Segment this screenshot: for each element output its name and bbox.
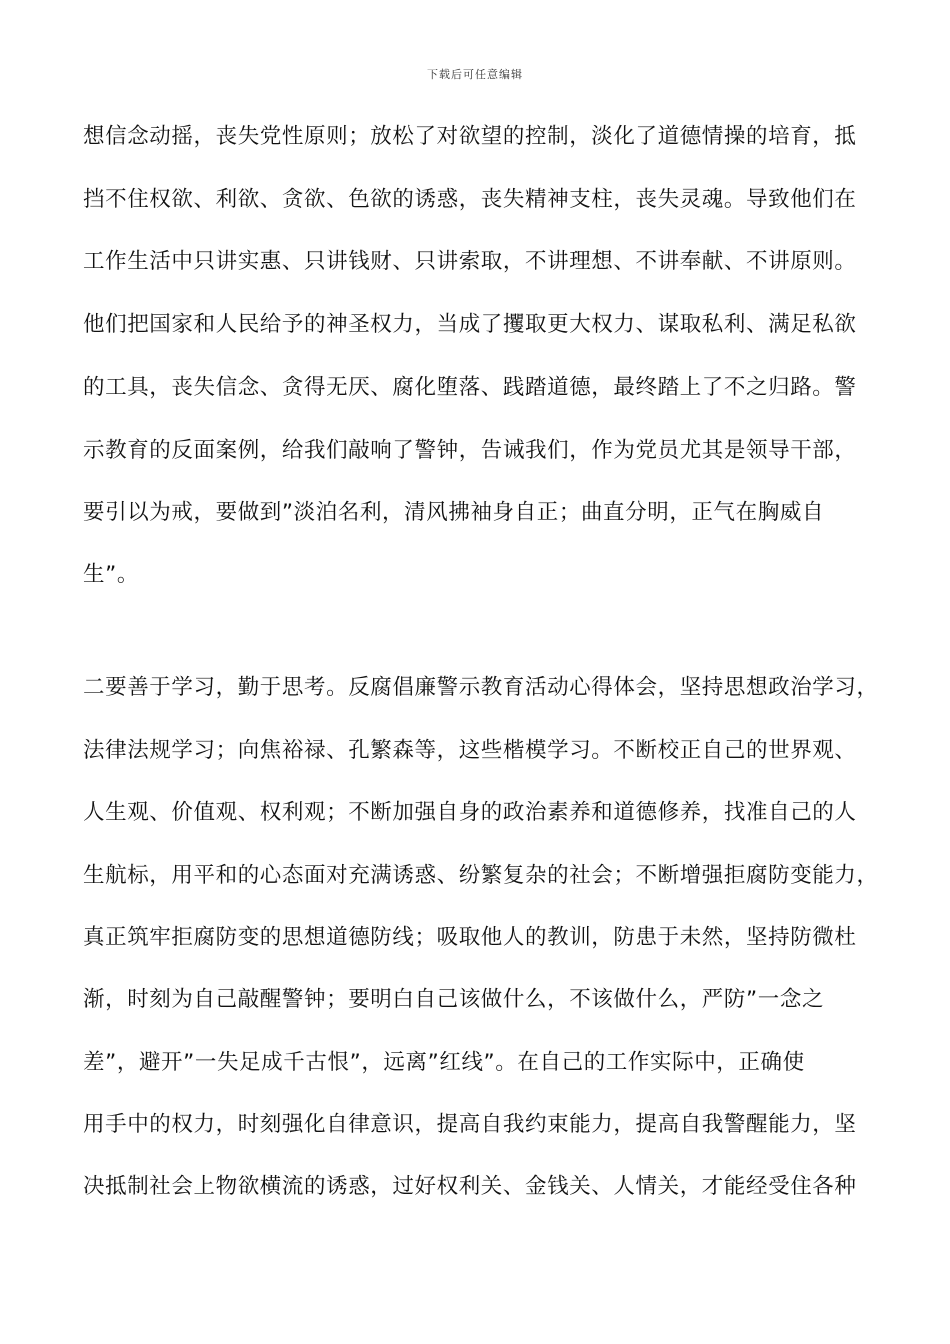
text-line: 法律法规学习；向焦裕禄、孔繁森等，这些楷模学习。不断校正自己的世界观、: [83, 738, 857, 763]
text-line: 二要善于学习，勤于思考。反腐倡廉警示教育活动心得体会，坚持思想政治学习，: [83, 675, 879, 700]
text-line: 渐，时刻为自己敲醒警钟；要明白自己该做什么，不该做什么，严防”一念之: [83, 987, 825, 1012]
text-line: 决抵制社会上物欲横流的诱惑，过好权利关、金钱关、人情关，才能经受住各种: [83, 1174, 857, 1199]
text-line: 要引以为戒，要做到”淡泊名利，清风拂袖身自正；曲直分明，正气在胸威自: [83, 500, 825, 525]
text-line: 工作生活中只讲实惠、只讲钱财、只讲索取，不讲理想、不讲奉献、不讲原则。: [83, 249, 857, 274]
text-line: 用手中的权力，时刻强化自律意识，提高自我约束能力，提高自我警醒能力，坚: [83, 1112, 857, 1137]
text-line: 挡不住权欲、利欲、贪欲、色欲的诱惑，丧失精神支柱，丧失灵魂。导致他们在: [83, 187, 857, 212]
text-line: 人生观、价值观、权利观；不断加强自身的政治素养和道德修养，找准自己的人: [83, 800, 857, 825]
text-line: 真正筑牢拒腐防变的思想道德防线；吸取他人的教训，防患于未然，坚持防微杜: [83, 925, 857, 950]
text-line: 想信念动摇，丧失党性原则；放松了对欲望的控制，淡化了道德情操的培育，抵: [83, 124, 857, 149]
text-line: 他们把国家和人民给予的神圣权力，当成了攫取更大权力、谋取私利、满足私欲: [83, 312, 857, 337]
text-line: 生航标，用平和的心态面对充满诱惑、纷繁复杂的社会；不断增强拒腐防变能力，: [83, 863, 879, 888]
text-line: 差”，避开”一失足成千古恨”，远离”红线”。在自己的工作实际中，正确使: [83, 1050, 805, 1075]
page-header: 下载后可任意编辑: [427, 68, 523, 81]
text-line: 生”。: [83, 562, 139, 587]
text-line: 示教育的反面案例，给我们敲响了警钟，告诫我们，作为党员尤其是领导干部，: [83, 438, 857, 463]
text-line: 的工具，丧失信念、贪得无厌、腐化堕落、践踏道德，最终踏上了不之归路。警: [83, 375, 857, 400]
